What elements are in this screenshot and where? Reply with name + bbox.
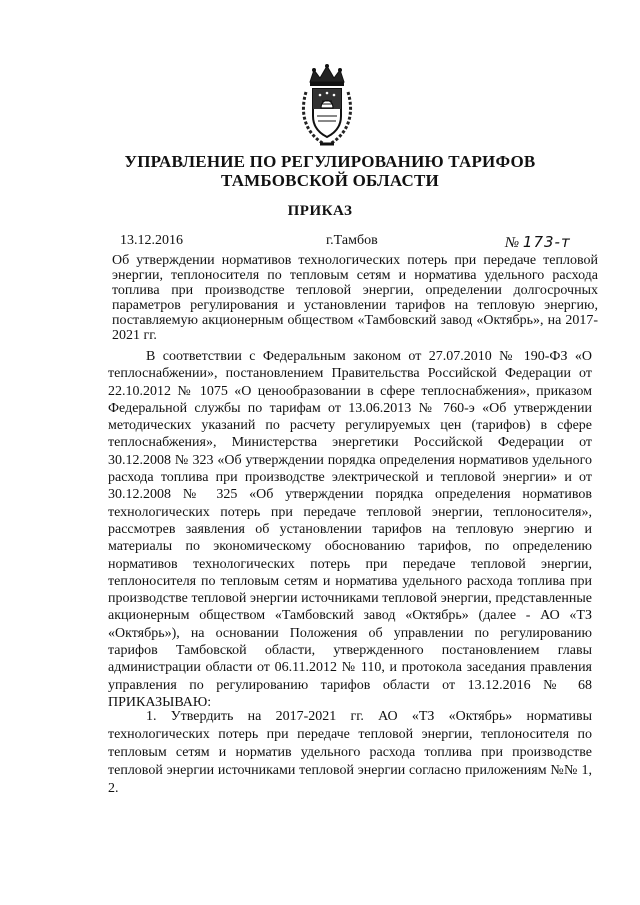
order-item-1: 1. Утвердить на 2017-2021 гг. АО «ТЗ «Октябрь» нормативы технологических потерь при передаче тепловой энергии, теплоносителя по тепловым сетям и норматив удельного расхода топлива при производстве тепловой энергии источниками тепловой энергии согласно приложениям №№ 1, 2. [108, 709, 592, 796]
agency-name-line1: УПРАВЛЕНИЕ ПО РЕГУЛИРОВАНИЮ ТАРИФОВ [124, 152, 536, 171]
document-number-prefix: № [505, 235, 520, 251]
document-number-value: 173-т [522, 233, 571, 251]
document-date: 13.12.2016 [120, 233, 183, 248]
agency-name [100, 152, 560, 190]
agency-name-line2: ТАМБОВСКОЙ ОБЛАСТИ [221, 171, 439, 190]
tambov-coat-of-arms-icon [298, 64, 356, 148]
preamble-paragraph: В соответствии с Федеральным законом от 27.07.2010 № 190-ФЗ «О теплоснабжении», постановлением Правительства Российской Федерации от 22.10.2012 № 1075 «О ценообразовании в сфере теплоснабжения», приказом Федеральной службы по тарифам от 13.06.2013 № 760-э «Об утверждении методических указаний по расчету регулируемых цен (тарифов) в сфере теплоснабжения», Министерства энергетики Российской Федерации от 30.12.2008 № 323 «Об утверждении порядка определения нормативов удельного расхода топлива при производстве электрической и тепловой энергии» и от 30.12.2008 № 325 «Об утверждении порядка определения нормативов технологических потерь при передаче тепловой энергии, теплоносителя», рассмотрев заявления об установлении тарифов на тепловую энергию и материалы по экономическому обоснованию тарифов, по определению нормативов технологических потерь при передаче тепловой энергии, теплоносителя по тепловым сетям и норматива удельного расхода топлива при производстве тепловой энергии источниками тепловой энергии, представленные акционерным обществом «Тамбовский завод «Октябрь» (далее - АО «ТЗ «Октябрь»), на основании Положения об управлении по регулированию тарифов Тамбовской области, утвержденного постановлением главы администрации области от 06.11.2012 № 110, и протокола заседания правления управления по регулированию тарифов области от 13.12.2016 № 68 ПРИКАЗЫВАЮ: [108, 349, 592, 710]
document-city: г.Тамбов [326, 233, 378, 248]
document-subject: Об утверждении нормативов технологических потерь при передаче тепловой энергии, теплоносителя по тепловым сетям и норматива удельного расхода топлива при производстве тепловой энергии, определении долгосрочных параметров регулирования и установлении тарифов на тепловую энергию, поставляемую акционерным обществом «Тамбовский завод «Октябрь», на 2017-2021 гг. [112, 253, 598, 343]
document-type: ПРИКАЗ [287, 203, 353, 219]
document-number [505, 233, 571, 252]
